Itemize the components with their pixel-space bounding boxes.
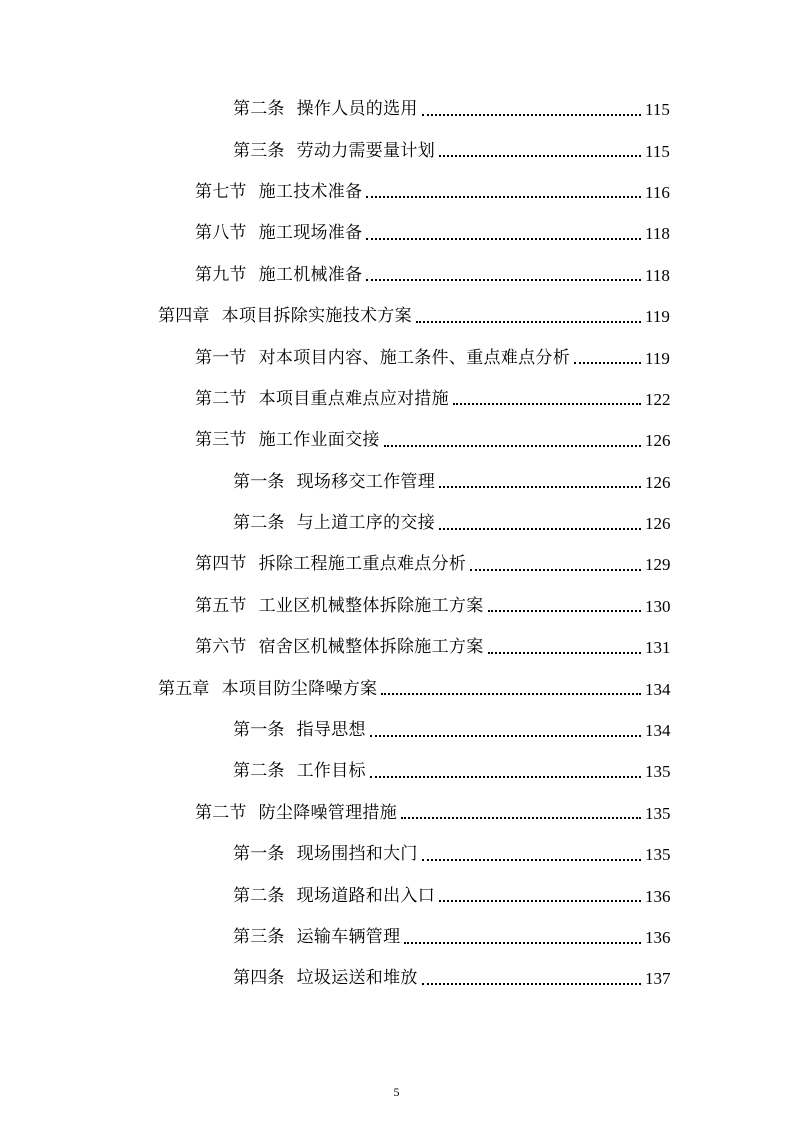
toc-dot-leader — [470, 569, 641, 571]
toc-entry-title: 拆除工程施工重点难点分析 — [258, 554, 467, 575]
toc-entry[interactable] — [0, 917, 793, 958]
toc-dot-leader — [453, 403, 641, 405]
toc-entry-title: 本项目拆除实施技术方案 — [221, 306, 412, 327]
toc-entry-title: 施工作业面交接 — [258, 430, 380, 451]
toc-entry-title: 现场围挡和大门 — [296, 844, 418, 865]
toc-entry-page-number: 135 — [645, 803, 671, 823]
toc-entry[interactable] — [0, 379, 793, 420]
toc-dot-leader — [401, 817, 641, 819]
toc-entry-label: 第八节 — [195, 223, 247, 244]
table-of-contents — [0, 89, 793, 1000]
toc-entry-page-number: 135 — [645, 845, 671, 865]
toc-entry[interactable] — [0, 793, 793, 834]
toc-entry-label: 第一条 — [233, 844, 285, 865]
toc-entry-label: 第二节 — [195, 802, 247, 823]
toc-entry-title: 防尘降噪管理措施 — [258, 802, 398, 823]
toc-dot-leader — [439, 900, 641, 902]
toc-entry[interactable] — [0, 668, 793, 709]
toc-entry[interactable] — [0, 172, 793, 213]
toc-entry[interactable] — [0, 586, 793, 627]
toc-entry-label: 第五节 — [195, 595, 247, 616]
toc-entry-label: 第二节 — [195, 388, 247, 409]
toc-entry-page-number: 136 — [645, 928, 671, 947]
toc-entry-label: 第一条 — [233, 471, 285, 492]
toc-dot-leader — [574, 362, 641, 364]
toc-entry-label: 第六节 — [195, 637, 247, 658]
toc-entry[interactable] — [0, 337, 793, 378]
toc-dot-leader — [366, 238, 641, 240]
toc-entry-page-number: 129 — [645, 555, 671, 575]
toc-entry-label: 第二条 — [233, 761, 285, 782]
toc-dot-leader — [488, 652, 641, 654]
toc-entry[interactable] — [0, 462, 793, 503]
toc-dot-leader — [439, 486, 641, 488]
toc-dot-leader — [404, 942, 641, 944]
toc-entry-page-number: 119 — [645, 348, 670, 368]
toc-entry[interactable] — [0, 130, 793, 171]
toc-entry-title: 劳动力需要量计划 — [296, 140, 436, 161]
toc-entry-page-number: 134 — [645, 721, 671, 741]
toc-entry-title: 本项目防尘降噪方案 — [221, 678, 378, 699]
toc-entry[interactable] — [0, 834, 793, 875]
toc-entry[interactable] — [0, 420, 793, 461]
toc-entry-title: 工作目标 — [296, 761, 366, 782]
toc-entry-title: 宿舍区机械整体拆除施工方案 — [258, 637, 484, 658]
toc-entry-title: 操作人员的选用 — [296, 99, 418, 120]
toc-dot-leader — [422, 859, 641, 861]
toc-entry-title: 运输车辆管理 — [296, 927, 401, 947]
toc-entry-page-number: 126 — [645, 514, 671, 534]
toc-entry-page-number: 118 — [645, 224, 670, 244]
toc-entry-label: 第二条 — [233, 513, 285, 534]
toc-entry-title: 与上道工序的交接 — [296, 513, 436, 534]
toc-entry-label: 第三条 — [233, 927, 285, 947]
toc-dot-leader — [439, 155, 641, 157]
toc-dot-leader — [370, 776, 641, 778]
toc-entry-label: 第三节 — [195, 430, 247, 451]
toc-entry-title: 施工机械准备 — [258, 264, 363, 285]
toc-dot-leader — [384, 445, 641, 447]
toc-entry-label: 第一条 — [233, 720, 285, 741]
page-number: 5 — [393, 1085, 400, 1099]
toc-dot-leader — [370, 735, 641, 737]
toc-dot-leader — [422, 983, 641, 985]
toc-entry-label: 第七节 — [195, 181, 247, 202]
toc-entry[interactable] — [0, 213, 793, 254]
toc-entry[interactable] — [0, 255, 793, 296]
toc-entry-page-number: 136 — [645, 886, 671, 906]
toc-entry-label: 第四节 — [195, 554, 247, 575]
toc-dot-leader — [439, 528, 641, 530]
toc-entry-label: 第五章 — [158, 678, 210, 699]
toc-entry[interactable] — [0, 751, 793, 792]
toc-dot-leader — [488, 610, 641, 612]
toc-entry-label: 第二条 — [233, 885, 285, 906]
toc-entry-title: 工业区机械整体拆除施工方案 — [258, 595, 484, 616]
toc-entry-page-number: 134 — [645, 679, 671, 699]
toc-entry-label: 第二条 — [233, 99, 285, 120]
toc-entry-label: 第四条 — [233, 968, 285, 989]
toc-entry[interactable] — [0, 627, 793, 668]
toc-entry-page-number: 131 — [645, 638, 671, 658]
toc-entry-label: 第一节 — [195, 347, 247, 368]
toc-entry-label: 第九节 — [195, 264, 247, 285]
toc-entry-page-number: 115 — [645, 100, 670, 120]
toc-entry[interactable] — [0, 958, 793, 999]
toc-dot-leader — [422, 114, 641, 116]
toc-entry-title: 对本项目内容、施工条件、重点难点分析 — [258, 347, 571, 368]
toc-entry-page-number: 122 — [645, 389, 671, 409]
toc-entry-title: 现场移交工作管理 — [296, 471, 436, 492]
toc-entry[interactable] — [0, 875, 793, 916]
toc-dot-leader — [366, 279, 641, 281]
toc-entry-title: 施工技术准备 — [258, 181, 363, 202]
toc-entry-page-number: 115 — [645, 141, 670, 161]
toc-entry-page-number: 118 — [645, 265, 670, 285]
toc-entry-title: 指导思想 — [296, 720, 366, 741]
toc-entry-page-number: 116 — [645, 182, 670, 202]
toc-entry-label: 第四章 — [158, 306, 210, 327]
toc-entry[interactable] — [0, 503, 793, 544]
toc-entry[interactable] — [0, 89, 793, 130]
toc-entry-page-number: 130 — [645, 596, 671, 616]
toc-entry[interactable] — [0, 710, 793, 751]
toc-entry-title: 垃圾运送和堆放 — [296, 968, 418, 989]
toc-entry-page-number: 126 — [645, 431, 671, 451]
toc-entry[interactable] — [0, 544, 793, 585]
toc-entry[interactable] — [0, 296, 793, 337]
toc-dot-leader — [366, 196, 641, 198]
toc-entry-page-number: 135 — [645, 762, 671, 782]
toc-entry-page-number: 119 — [645, 307, 670, 327]
toc-entry-title: 现场道路和出入口 — [296, 885, 436, 906]
toc-dot-leader — [416, 321, 641, 323]
toc-entry-page-number: 126 — [645, 472, 671, 492]
toc-dot-leader — [381, 693, 641, 695]
toc-entry-title: 施工现场准备 — [258, 223, 363, 244]
toc-entry-title: 本项目重点难点应对措施 — [258, 388, 449, 409]
toc-entry-label: 第三条 — [233, 140, 285, 161]
toc-entry-page-number: 137 — [645, 969, 671, 989]
